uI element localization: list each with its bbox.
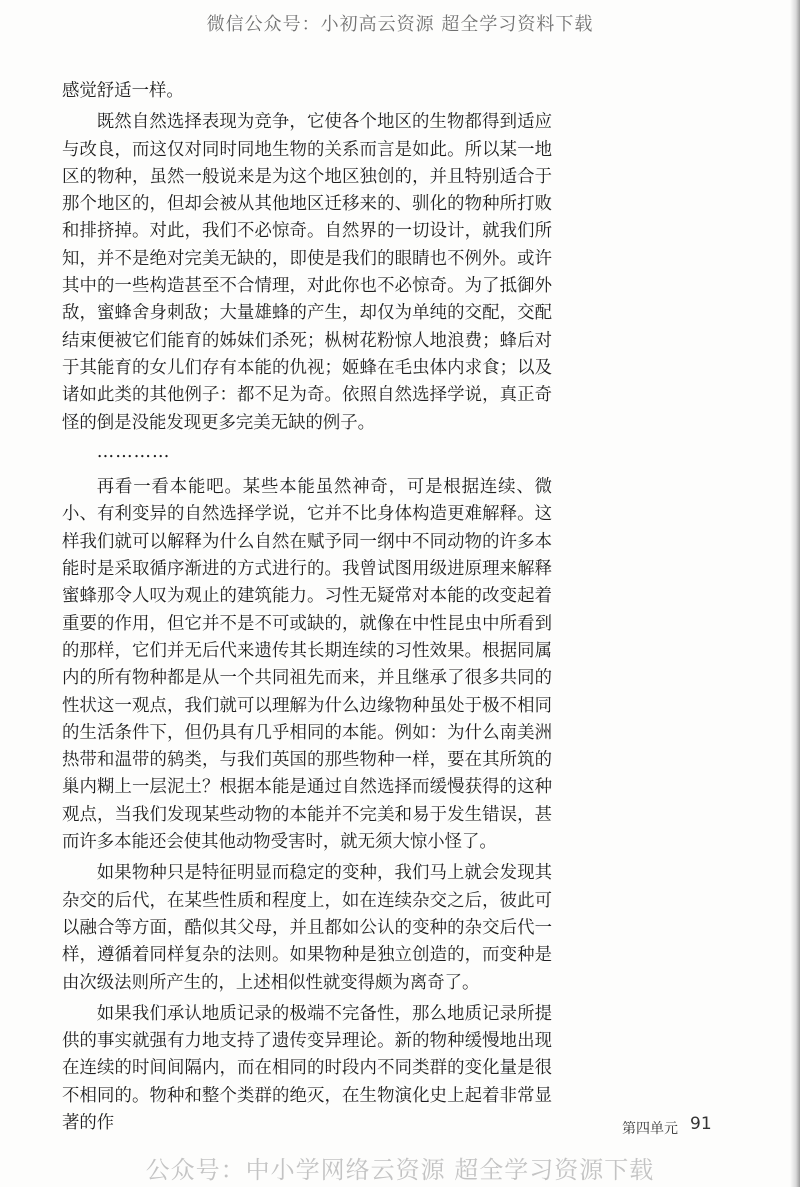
paragraph-geological-record: 如果我们承认地质记录的极端不完备性，那么地质记录所提供的事实就强有力地支持了遗传变异理论。新的物种缓慢地出现在连续的时间间隔内，而在相同的时段内不同类群的变化量是很不相同的。物种和整个类群的绝灭，在生物演化史上起着非常显著的作	[62, 1003, 552, 1133]
header-watermark: 微信公众号：小初高云资源 超全学习资料下载	[206, 14, 594, 35]
body-text	[62, 78, 552, 1137]
footer-watermark: 公众号：中小学网络云资源 超全学习资源下载	[145, 1156, 655, 1184]
paragraph-continued: 感觉舒适一样。	[62, 81, 184, 101]
paragraph-instinct: 再看一看本能吧。某些本能虽然神奇，可是根据连续、微小、有利变异的自然选择学说，它并不比身体构造更难解释。这样我们就可以解释为什么自然在赋予同一纲中不同动物的许多本能时是采取循序渐进的方式进行的。我曾试图用级进原理来解释蜜蜂那令人叹为观止的建筑能力。习性无疑常对本能的改变起着重要的作用，但它并不是不可或缺的，就像在中性昆虫中所看到的那样，它们并无后代来遗传其长期连续的习性效果。根据同属内的所有物种都是从一个共同祖先而来，并且继承了很多共同的性状这一观点，我们就可以理解为什么边缘物种虽处于极不相同的生活条件下，但仍具有几乎相同的本能。例如：为什么南美洲热带和温带的鸫类，与我们英国的那些物种一样，要在其所筑的巢内糊上一层泥土？根据本能是通过自然选择而缓慢获得的这种观点，当我们发现某些动物的本能并不完美和易于发生错误，甚而许多本能还会使其他动物受害时，就无须大惊小怪了。	[62, 477, 552, 853]
paragraph-hybrids: 如果物种只是特征明显而稳定的变种，我们马上就会发现其杂交的后代，在某些性质和程度上，如在连续杂交之后，彼此可以融合等方面，酷似其父母，并且都如公认的变种的杂交后代一样，遵循着同样复杂的法则。如果物种是独立创造的，而变种是由次级法则所产生的，上述相似性就变得颇为离奇了。	[62, 863, 552, 993]
paragraph-natural-selection: 既然自然选择表现为竞争，它使各个地区的生物都得到适应与改良，而这仅对同时同地生物的关系而言是如此。所以某一地区的物种，虽然一般说来是为这个地区独创的，并且特别适合于那个地区的，但却会被从其他地区迁移来的、驯化的物种所打败和排挤掉。对此，我们不必惊奇。自然界的一切设计，就我们所知，并不是绝对完美无缺的，即使是我们的眼睛也不例外。或许其中的一些构造甚至不合情理，对此你也不必惊奇。为了抵御外敌，蜜蜂舍身刺敌；大量雄蜂的产生，却仅为单纯的交配，交配结束便被它们能育的姊妹们杀死；枞树花粉惊人地浪费；蜂后对于其能育的女儿们存有本能的仇视；姬蜂在毛虫体内求食；以及诸如此类的其他例子：都不足为奇。依照自然选择学说，真正奇怪的倒是没能发现更多完美无缺的例子。	[62, 112, 552, 433]
page-number: 91	[690, 1114, 712, 1134]
page-edge-shadow	[790, 0, 800, 1187]
footer-unit-label: 第四单元	[622, 1121, 678, 1137]
ellipsis-marker: …………	[96, 441, 171, 462]
